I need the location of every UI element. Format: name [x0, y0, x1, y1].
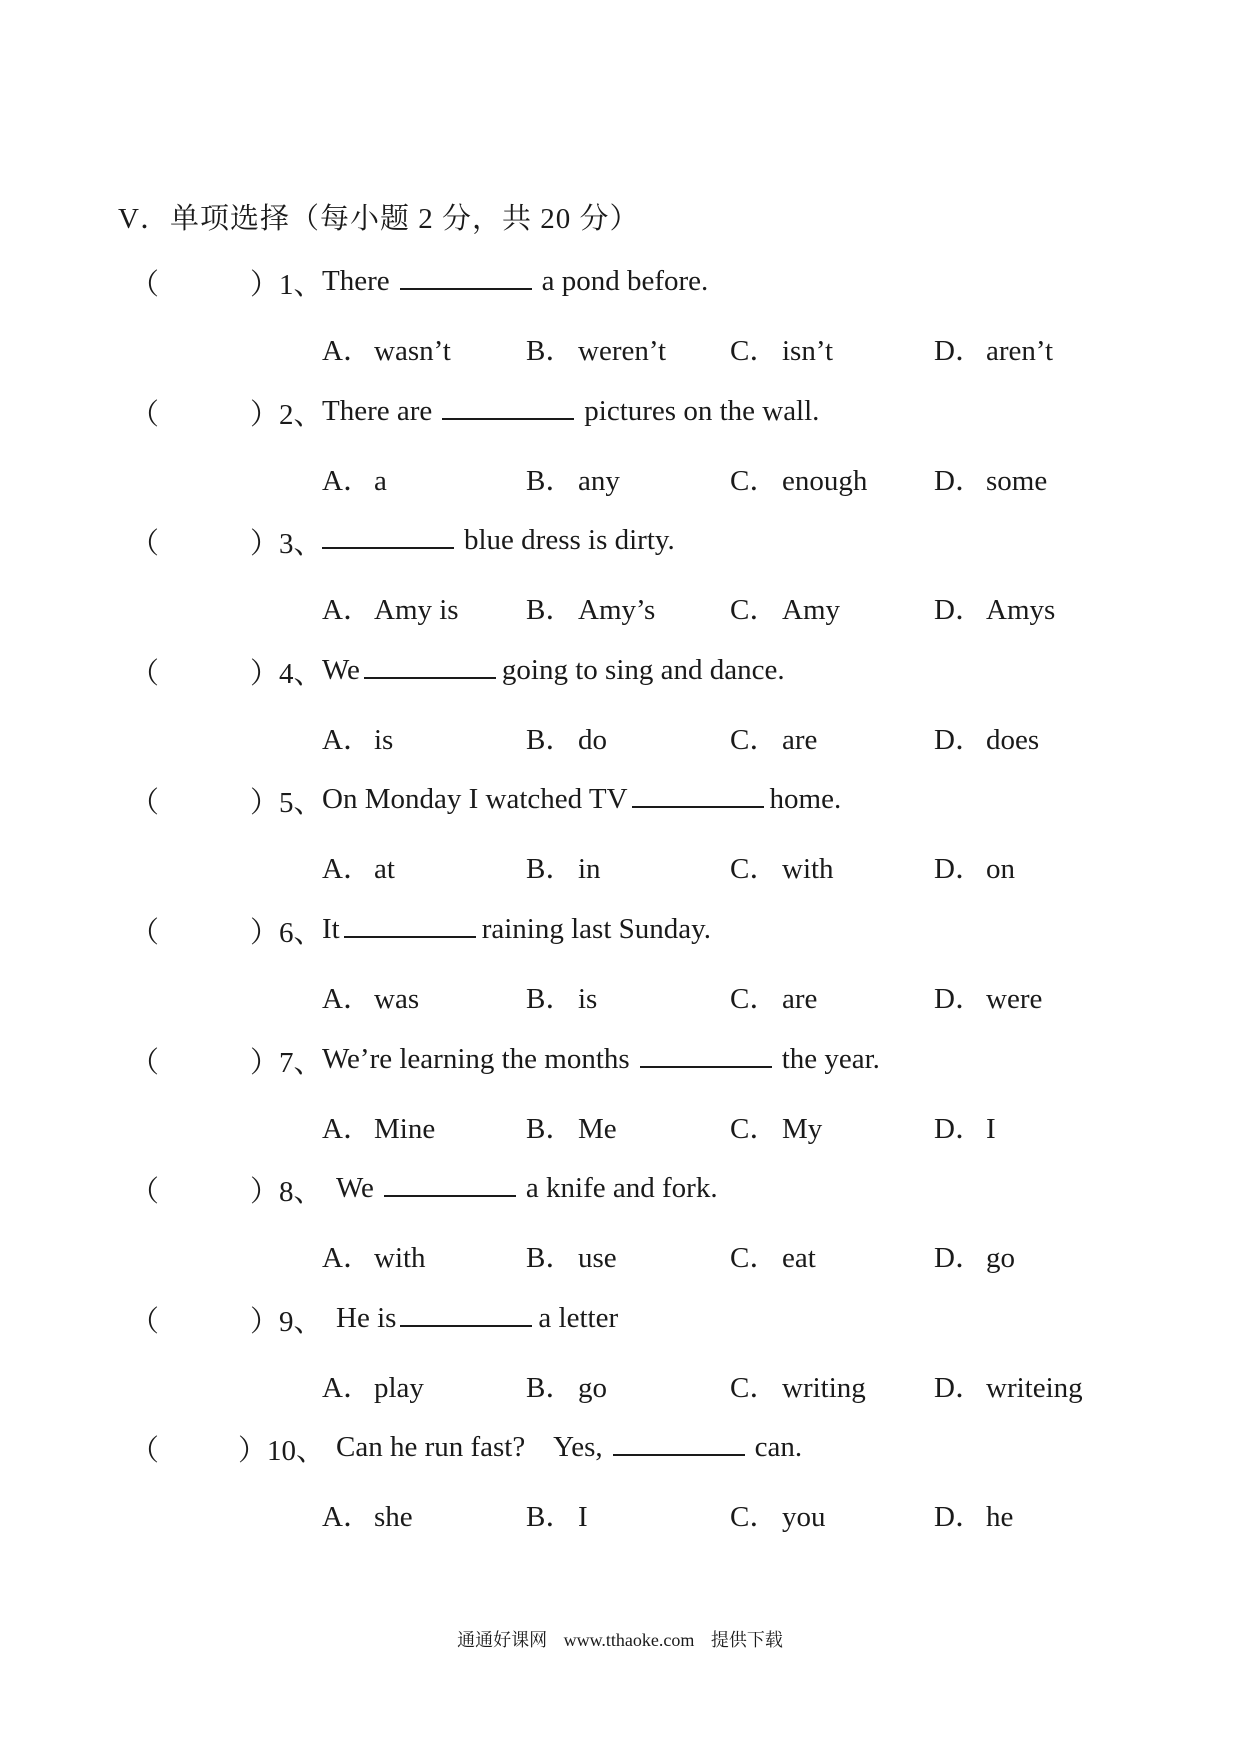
stem-before-blank: There are — [322, 394, 433, 427]
option-letter: D． — [934, 464, 984, 497]
option-letter: C． — [730, 1112, 779, 1145]
option-letter: C． — [730, 723, 779, 756]
option-text: with — [374, 1242, 426, 1275]
option-text: Amy is — [374, 594, 459, 627]
question-stem — [322, 910, 711, 946]
fill-in-blank[interactable] — [400, 262, 532, 290]
stem-after-blank: going to sing and dance. — [501, 653, 785, 686]
option-c[interactable] — [730, 1365, 866, 1406]
option-text: writing — [782, 1371, 866, 1404]
option-text: enough — [782, 464, 868, 497]
option-letter: C． — [730, 464, 779, 497]
option-text: weren’t — [578, 335, 667, 367]
question-item — [0, 262, 1240, 392]
section-title: V．单项选择（每小题 2 分，共 20 分） — [118, 203, 640, 235]
option-text: at — [374, 853, 395, 886]
fill-in-blank[interactable] — [442, 392, 574, 420]
stem-after-blank: a letter — [538, 1301, 619, 1334]
option-c[interactable] — [730, 458, 867, 499]
question-number: ）7、 — [250, 1046, 323, 1079]
question-line — [0, 1428, 1240, 1468]
question-stem — [322, 392, 819, 428]
question-number: ）2、 — [250, 398, 323, 431]
option-d[interactable] — [934, 328, 1053, 369]
option-letter: B． — [526, 1501, 575, 1534]
question-stem — [322, 521, 675, 557]
stem-after-blank: home. — [769, 783, 842, 816]
fill-in-blank[interactable] — [632, 780, 764, 808]
question-stem — [336, 1299, 618, 1335]
option-letter: D． — [934, 983, 984, 1015]
fill-in-blank[interactable] — [322, 521, 454, 549]
option-c[interactable] — [730, 328, 833, 369]
option-letter: C． — [730, 983, 779, 1015]
option-text: Amy’s — [578, 594, 656, 627]
option-b[interactable] — [526, 717, 607, 758]
option-letter: A． — [322, 853, 372, 886]
option-row — [0, 717, 1240, 757]
stem-after-blank: blue dress is dirty. — [464, 524, 675, 557]
option-text: I — [986, 1112, 996, 1145]
answer-paren-open: （ — [130, 657, 160, 690]
option-b[interactable] — [526, 1106, 617, 1147]
option-letter: B． — [526, 1242, 575, 1275]
stem-before-blank: We — [336, 1172, 374, 1205]
option-text: are — [782, 723, 818, 756]
option-c[interactable] — [730, 1106, 822, 1147]
option-text: is — [578, 983, 598, 1015]
question-number: ）8、 — [250, 1176, 323, 1209]
answer-paren-open: （ — [130, 269, 160, 301]
option-text: does — [986, 723, 1040, 756]
answer-paren-open: （ — [130, 398, 160, 431]
option-text: I — [578, 1501, 588, 1534]
answer-paren-open: （ — [130, 1305, 160, 1338]
question-item — [0, 1299, 1240, 1429]
stem-after-blank: the year. — [781, 1042, 880, 1075]
option-letter: A． — [322, 464, 372, 497]
fill-in-blank[interactable] — [640, 1040, 772, 1068]
fill-in-blank[interactable] — [400, 1299, 532, 1327]
option-letter: B． — [526, 1371, 575, 1404]
question-item — [0, 1040, 1240, 1170]
option-a[interactable] — [322, 1106, 435, 1147]
option-letter: C． — [730, 335, 779, 367]
option-text: on — [986, 853, 1015, 886]
question-number: ）10、 — [238, 1435, 326, 1468]
option-letter: D． — [934, 1501, 984, 1534]
option-letter: D． — [934, 723, 984, 756]
stem-before-blank: We’re learning the months — [322, 1042, 630, 1075]
stem-after-blank: a knife and fork. — [525, 1172, 718, 1205]
option-text: wasn’t — [374, 335, 451, 367]
question-stem — [322, 262, 708, 298]
option-letter: A． — [322, 1371, 372, 1404]
option-c[interactable] — [730, 1235, 816, 1276]
option-c[interactable] — [730, 846, 834, 887]
option-b[interactable] — [526, 846, 601, 887]
option-text: are — [782, 983, 818, 1015]
option-text: eat — [782, 1242, 816, 1275]
option-letter: B． — [526, 1112, 575, 1145]
option-text: use — [578, 1242, 617, 1275]
option-letter: A． — [322, 1112, 372, 1145]
option-a[interactable] — [322, 846, 395, 887]
question-line — [0, 262, 1240, 302]
option-a[interactable] — [322, 328, 451, 369]
stem-after-blank: raining last Sunday. — [481, 913, 711, 945]
question-stem — [322, 780, 841, 816]
option-letter: C． — [730, 1371, 779, 1404]
answer-paren-open: （ — [130, 1176, 160, 1209]
option-text: Amys — [986, 594, 1056, 627]
option-a[interactable] — [322, 458, 387, 499]
question-stem — [336, 1428, 802, 1464]
answer-paren-open: （ — [130, 528, 160, 561]
question-item — [0, 1169, 1240, 1299]
option-row — [0, 1494, 1240, 1534]
option-letter: D． — [934, 1112, 984, 1145]
question-item — [0, 651, 1240, 781]
option-row — [0, 587, 1240, 627]
stem-before-blank: Can he run fast? Yes, — [336, 1431, 603, 1464]
stem-before-blank: There — [322, 265, 390, 297]
option-letter: D． — [934, 594, 984, 627]
question-stem — [322, 651, 785, 687]
option-letter: C． — [730, 1242, 779, 1275]
option-d[interactable] — [934, 458, 1047, 499]
footer — [0, 1626, 1240, 1652]
option-a[interactable] — [322, 587, 459, 628]
option-letter: C． — [730, 1501, 779, 1534]
option-letter: D． — [934, 1371, 984, 1404]
option-row — [0, 846, 1240, 886]
question-number: ）9、 — [250, 1305, 323, 1338]
option-letter: A． — [322, 594, 372, 627]
question-line — [0, 780, 1240, 820]
question-line — [0, 651, 1240, 691]
option-letter: A． — [322, 723, 372, 756]
question-item — [0, 1428, 1240, 1558]
option-text: Amy — [782, 594, 840, 627]
option-text: she — [374, 1501, 413, 1534]
answer-paren-open: （ — [130, 917, 160, 949]
fill-in-blank[interactable] — [364, 651, 496, 679]
option-row — [0, 1235, 1240, 1275]
option-row — [0, 1365, 1240, 1405]
option-d[interactable] — [934, 717, 1039, 758]
stem-after-blank: pictures on the wall. — [584, 394, 820, 427]
question-item — [0, 910, 1240, 1040]
question-stem — [322, 1040, 880, 1076]
question-line — [0, 910, 1240, 950]
footer-url: www.tthaoke.com — [563, 1630, 695, 1650]
option-text: Mine — [374, 1112, 436, 1145]
question-line — [0, 1299, 1240, 1339]
question-number: ）6、 — [250, 917, 323, 949]
question-stem — [336, 1169, 718, 1205]
option-d[interactable] — [934, 1494, 1013, 1535]
option-d[interactable] — [934, 1365, 1083, 1406]
option-row — [0, 458, 1240, 498]
question-line — [0, 1169, 1240, 1209]
option-text: in — [578, 853, 601, 886]
option-letter: D． — [934, 853, 984, 886]
option-letter: A． — [322, 335, 372, 367]
option-text: go — [986, 1242, 1015, 1275]
option-a[interactable] — [322, 1365, 424, 1406]
stem-before-blank: We — [322, 653, 360, 686]
question-number: ）5、 — [250, 787, 323, 820]
fill-in-blank[interactable] — [384, 1169, 516, 1197]
option-a[interactable] — [322, 1494, 413, 1535]
question-number: ）3、 — [250, 528, 323, 561]
question-item — [0, 780, 1240, 910]
stem-before-blank: On Monday I watched TV — [322, 783, 628, 816]
option-letter: D． — [934, 1242, 984, 1275]
option-text: writeing — [986, 1371, 1083, 1404]
option-d[interactable] — [934, 587, 1055, 628]
stem-before-blank: It — [322, 913, 340, 945]
option-a[interactable] — [322, 976, 419, 1017]
option-text: some — [986, 464, 1048, 497]
option-b[interactable] — [526, 1494, 588, 1535]
option-b[interactable] — [526, 1235, 617, 1276]
option-text: was — [374, 983, 420, 1015]
option-text: with — [782, 853, 834, 886]
option-letter: B． — [526, 723, 575, 756]
stem-before-blank: He is — [336, 1301, 397, 1334]
question-number: ）1、 — [250, 269, 323, 301]
option-b[interactable] — [526, 1365, 607, 1406]
fill-in-blank[interactable] — [613, 1428, 745, 1456]
option-text: isn’t — [782, 335, 834, 367]
option-d[interactable] — [934, 846, 1015, 887]
option-letter: B． — [526, 983, 575, 1015]
question-item — [0, 392, 1240, 522]
option-text: any — [578, 464, 620, 497]
option-text: you — [782, 1501, 826, 1534]
answer-paren-open: （ — [130, 787, 160, 820]
question-line — [0, 521, 1240, 561]
option-letter: B． — [526, 335, 575, 367]
option-c[interactable] — [730, 587, 840, 628]
stem-after-blank: a pond before. — [541, 265, 709, 297]
option-text: aren’t — [986, 335, 1054, 367]
option-letter: A． — [322, 1242, 372, 1275]
question-number: ）4、 — [250, 657, 323, 690]
option-text: play — [374, 1371, 424, 1404]
option-b[interactable] — [526, 976, 597, 1017]
fill-in-blank[interactable] — [344, 910, 476, 938]
footer-site: 通通好课网 — [457, 1630, 548, 1650]
option-c[interactable] — [730, 976, 817, 1017]
option-text: is — [374, 723, 394, 756]
option-c[interactable] — [730, 717, 817, 758]
option-letter: A． — [322, 1501, 372, 1534]
answer-paren-open: （ — [130, 1435, 160, 1468]
question-line — [0, 392, 1240, 432]
option-letter: D． — [934, 335, 984, 367]
option-b[interactable] — [526, 328, 666, 369]
stem-after-blank: can. — [754, 1431, 803, 1464]
option-text: a — [374, 464, 387, 497]
question-item — [0, 521, 1240, 651]
option-text: do — [578, 723, 607, 756]
option-c[interactable] — [730, 1494, 826, 1535]
option-b[interactable] — [526, 587, 655, 628]
option-letter: B． — [526, 853, 575, 886]
option-d[interactable] — [934, 1235, 1015, 1276]
option-row — [0, 976, 1240, 1016]
option-row — [0, 328, 1240, 368]
option-letter: B． — [526, 594, 575, 627]
footer-note: 提供下载 — [710, 1630, 783, 1650]
question-line — [0, 1040, 1240, 1080]
answer-paren-open: （ — [130, 1046, 160, 1079]
option-d[interactable] — [934, 976, 1042, 1017]
option-text: Me — [578, 1112, 617, 1145]
option-text: My — [782, 1112, 823, 1145]
option-text: were — [986, 983, 1043, 1015]
option-letter: C． — [730, 594, 779, 627]
option-text: he — [986, 1501, 1014, 1534]
option-text: go — [578, 1371, 607, 1404]
option-a[interactable] — [322, 717, 393, 758]
option-letter: C． — [730, 853, 779, 886]
option-b[interactable] — [526, 458, 620, 499]
option-letter: B． — [526, 464, 575, 497]
option-row — [0, 1106, 1240, 1146]
option-a[interactable] — [322, 1235, 426, 1276]
option-d[interactable] — [934, 1106, 996, 1147]
option-letter: A． — [322, 983, 372, 1015]
